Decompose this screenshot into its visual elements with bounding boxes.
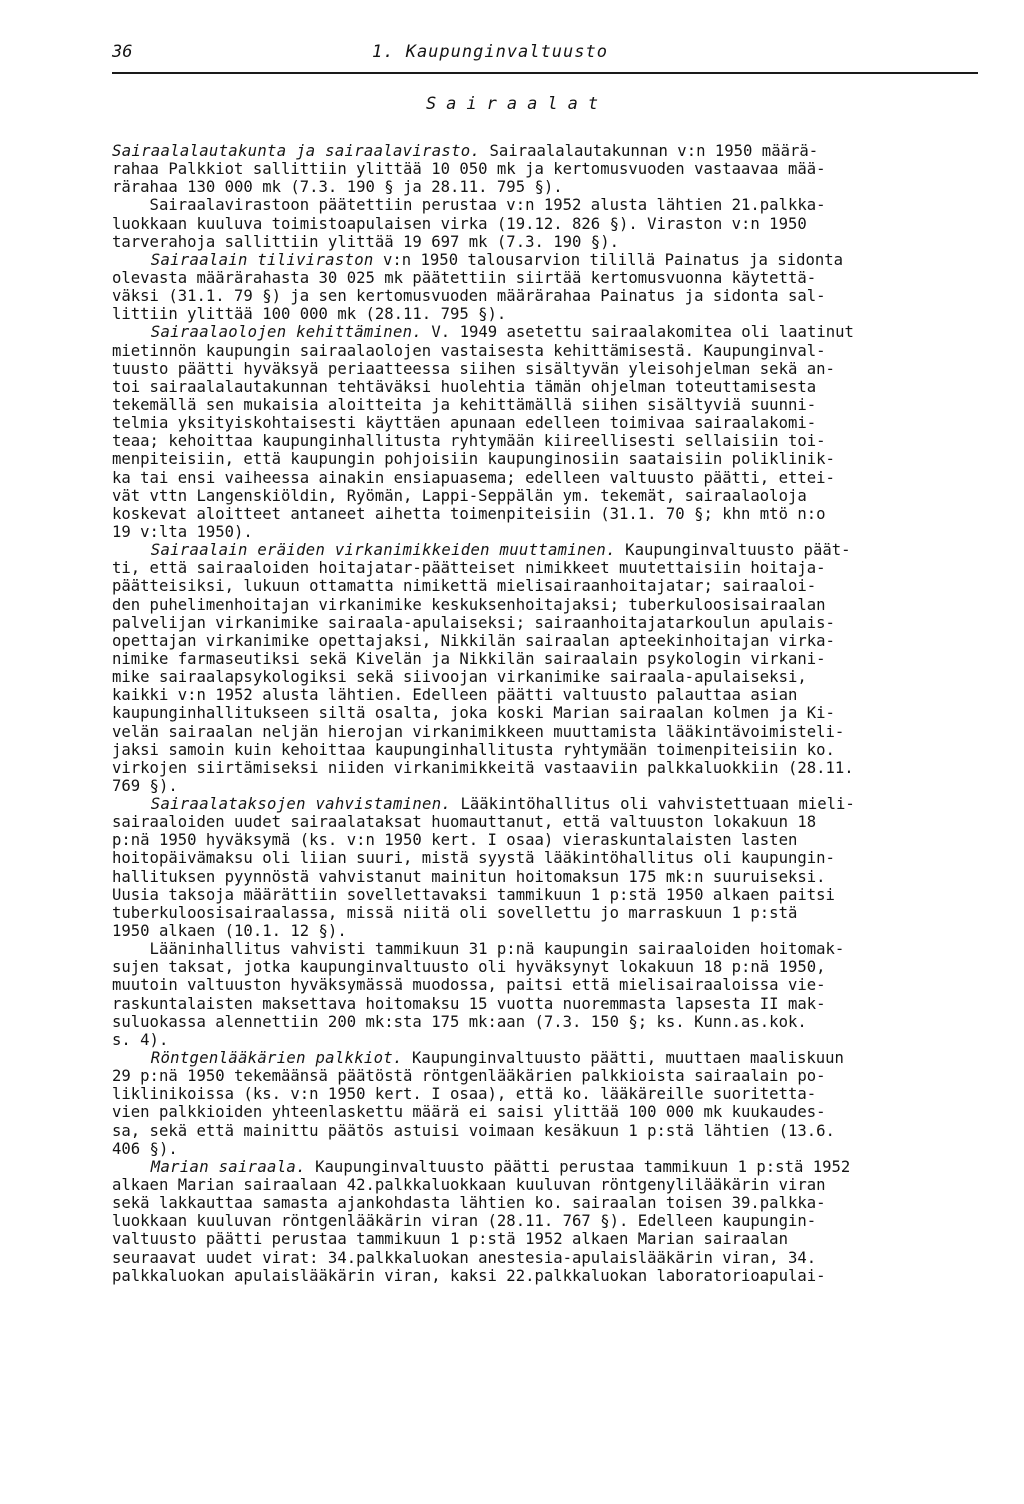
line-text: koskevat aloitteet antaneet aihetta toimenpiteisiin (31.1. 70 §; khn mtö n:o — [112, 504, 826, 523]
text-line — [112, 723, 982, 741]
text-line — [112, 432, 982, 450]
text-line — [112, 196, 982, 214]
text-line — [112, 1067, 982, 1085]
text-line — [112, 596, 982, 614]
line-text: 1950 alkaen (10.1. 12 §). — [112, 922, 347, 941]
line-text: sujen taksat, jotka kaupunginvaltuusto oli hyväksynyt lokakuun 18 p:nä 1950, — [112, 958, 826, 977]
text-line — [112, 178, 982, 196]
text-line — [112, 1085, 982, 1103]
text-line — [112, 469, 982, 487]
line-text: velän sairaalan neljän hierojan virkanimikkeen muuttamista lääkintävoimisteli- — [112, 722, 845, 741]
line-text: 19 v:lta 1950). — [112, 522, 253, 541]
text-line — [112, 541, 982, 559]
text-line — [112, 1194, 982, 1212]
text-line — [112, 1049, 982, 1067]
line-text: v:n 1950 talousarvion tilillä Painatus ja sidonta — [373, 250, 844, 269]
line-text: virkojen siirtämiseksi niiden virkanimikkeitä vastaaviin palkkaluokkiin (28.11. — [112, 758, 854, 777]
paragraph-heading: Marian sairaala. — [112, 1157, 306, 1176]
line-text: 769 §). — [112, 776, 178, 795]
text-line — [112, 323, 982, 341]
line-text: s. 4). — [112, 1030, 169, 1049]
text-line — [112, 160, 982, 178]
text-line — [112, 487, 982, 505]
line-text: Kaupunginvaltuusto päätti, muuttaen maaliskuun — [402, 1049, 844, 1068]
paragraph-heading: Sairaalain eräiden virkanimikkeiden muuttaminen. — [112, 541, 616, 560]
text-line — [112, 831, 982, 849]
text-line — [112, 868, 982, 886]
line-text: jaksi samoin kuin kehoittaa kaupunginhallitusta ryhtymään toimenpiteisiin ko. — [112, 740, 835, 759]
text-line — [112, 287, 982, 305]
text-line — [112, 1249, 982, 1267]
text-line — [112, 1122, 982, 1140]
line-text: kaikki v:n 1952 alusta lähtien. Edelleen päätti valtuusto palauttaa asian — [112, 686, 798, 705]
line-text: sairaaloiden uudet sairaalataksat huomauttanut, että valtuuston lokakuun 18 — [112, 813, 817, 832]
line-text: liklinikoissa (ks. v:n 1950 kert. I osaa), että ko. lääkäreille suoritetta- — [112, 1085, 817, 1104]
line-text: olevasta määrärahasta 30 025 mk päätettiin siirtää kertomusvuonna käytettä- — [112, 268, 817, 287]
text-line — [112, 269, 982, 287]
line-text: palkkaluokan apulaislääkärin viran, kaksi 22.palkkaluokan laboratorioapulai- — [112, 1266, 826, 1285]
text-line — [112, 1140, 982, 1158]
line-text: Uusia taksoja määrättiin sovellettavaksi tammikuun 1 p:stä 1950 alkaen paitsi — [112, 885, 835, 904]
line-text: nimike farmaseutiksi sekä Kivelän ja Nikkilän sairaalain psykologin virkani- — [112, 649, 826, 668]
text-line — [112, 378, 982, 396]
line-text: palvelijan virkanimike sairaala-apulaiseksi; sairaanhoitajatarkoulun apulais- — [112, 613, 835, 632]
text-line — [112, 559, 982, 577]
line-text: tarverahoja sallittiin ylittää 19 697 mk (7.3. 190 §). — [112, 232, 619, 251]
text-line — [112, 777, 982, 795]
text-line — [112, 1267, 982, 1285]
page-header — [112, 42, 978, 74]
line-text: littiin ylittää 100 000 mk (28.11. 795 §). — [112, 305, 507, 324]
text-line — [112, 632, 982, 650]
text-line — [112, 668, 982, 686]
text-line — [112, 1158, 982, 1176]
line-text: vien palkkioiden yhteenlaskettu määrä ei saisi ylittää 100 000 mk kuukaudes- — [112, 1103, 826, 1122]
text-line — [112, 686, 982, 704]
line-text: raskuntalaisten maksettava hoitomaksu 15 vuotta nuoremmasta lapsesta II mak- — [112, 994, 826, 1013]
line-text: V. 1949 asetettu sairaalakomitea oli laatinut — [422, 323, 854, 342]
text-line — [112, 650, 982, 668]
text-line — [112, 414, 982, 432]
text-line — [112, 360, 982, 378]
line-text: luokkaan kuuluva toimistoapulaisen virka (19.12. 826 §). Viraston v:n 1950 — [112, 214, 807, 233]
line-text: luokkaan kuuluvan röntgenlääkärin viran (28.11. 767 §). Edelleen kaupungin- — [112, 1212, 817, 1231]
paragraph-heading: Sairaalaolojen kehittäminen. — [112, 323, 423, 342]
text-line — [112, 523, 982, 541]
line-text: seuraavat uudet virat: 34.palkkaluokan anestesia-apulaislääkärin viran, 34. — [112, 1248, 817, 1267]
line-text: päätteisiksi, lukuun ottamatta nimikettä mielisairaanhoitajatar; sairaaloi- — [112, 577, 817, 596]
text-line — [112, 704, 982, 722]
line-text: 406 §). — [112, 1139, 178, 1158]
text-line — [112, 305, 982, 323]
text-line — [112, 886, 982, 904]
running-title: 1. Kaupunginvaltuusto — [372, 42, 608, 62]
line-text: Kaupunginvaltuusto päätti perustaa tammikuun 1 p:stä 1952 — [305, 1157, 851, 1176]
text-line — [112, 1031, 982, 1049]
text-line — [112, 396, 982, 414]
text-line — [112, 233, 982, 251]
line-text: sa, sekä että mainittu päätös astuisi voimaan kesäkuun 1 p:stä lähtien (13.6. — [112, 1121, 835, 1140]
line-text: ti, että sairaaloiden hoitajatar-päätteiset nimikkeet muutettaisiin hoitaja- — [112, 559, 826, 578]
line-text: vät vttn Langenskiöldin, Ryömän, Lappi-Seppälän ym. tekemät, sairaalaoloja — [112, 486, 807, 505]
line-text: telmia yksityiskohtaisesti käyttäen apunaan edelleen toimivaa sairaalakomi- — [112, 414, 817, 433]
paragraph-heading: Röntgenlääkärien palkkiot. — [112, 1049, 403, 1068]
line-text: den puhelimenhoitajan virkanimike keskuksenhoitajaksi; tuberkuloosisairaalan — [112, 595, 826, 614]
text-line — [112, 251, 982, 269]
paragraph-heading: Sairaalain tiliviraston — [112, 250, 374, 269]
text-line — [112, 215, 982, 233]
line-text: tekemällä sen mukaisia aloitteita ja kehittämällä siihen sisältyviä suunni- — [112, 395, 817, 414]
text-line — [112, 1212, 982, 1230]
text-line — [112, 142, 982, 160]
text-line — [112, 614, 982, 632]
text-line — [112, 1176, 982, 1194]
page-number: 36 — [112, 42, 133, 62]
line-text: valtuusto päätti perustaa tammikuun 1 p:stä 1952 alkaen Marian sairaalan — [112, 1230, 788, 1249]
text-line — [112, 922, 982, 940]
section-title: Sairaalat — [425, 94, 609, 114]
text-line — [112, 505, 982, 523]
line-text: ka tai ensi vaiheessa ainakin ensiapuasema; edelleen valtuusto päätti, ettei- — [112, 468, 835, 487]
text-line — [112, 940, 982, 958]
paragraph-heading: Sairaalalautakunta ja sairaalavirasto. — [112, 142, 481, 160]
text-line — [112, 1230, 982, 1248]
line-text: väksi (31.1. 79 §) ja sen kertomusvuoden määrärahaa Painatus ja sidonta sal- — [112, 287, 826, 306]
line-text: rärahaa 130 000 mk (7.3. 190 § ja 28.11. 795 §). — [112, 178, 563, 197]
line-text: rahaa Palkkiot sallittiin ylittää 10 050 mk ja kertomusvuoden vastaavaa mää- — [112, 160, 826, 179]
line-text: sekä lakkauttaa samasta ajankohdasta lähtien ko. sairaalan toisen 39.palkka- — [112, 1194, 826, 1213]
line-text: suluokassa alennettiin 200 mk:sta 175 mk:aan (7.3. 150 §; ks. Kunn.as.kok. — [112, 1012, 807, 1031]
line-text: tuberkuloosisairaalassa, missä niitä oli sovellettu jo marraskuun 1 p:stä — [112, 903, 798, 922]
line-text: Lääninhallitus vahvisti tammikuun 31 p:nä kaupungin sairaaloiden hoitomak- — [112, 940, 845, 959]
paragraph-heading: Sairaalataksojen vahvistaminen. — [112, 795, 452, 814]
text-line — [112, 976, 982, 994]
line-text: p:nä 1950 hyväksymä (ks. v:n 1950 kert. I osaa) vieraskuntalaisten lasten — [112, 831, 798, 850]
line-text: Lääkintöhallitus oli vahvistettuaan mieli- — [451, 795, 855, 814]
line-text: opettajan virkanimike opettajaksi, Nikkilän sairaalan apteekinhoitajan virka- — [112, 631, 835, 650]
text-line — [112, 995, 982, 1013]
text-line — [112, 795, 982, 813]
line-text: mike sairaalapsykologiksi sekä siivoojan virkanimike sairaala-apulaiseksi, — [112, 668, 807, 687]
text-line — [112, 958, 982, 976]
body-text — [112, 142, 982, 1285]
line-text: hallituksen pyynnöstä vahvistanut mainitun hoitomaksun 175 mk:n suuruiseksi. — [112, 867, 826, 886]
line-text: 29 p:nä 1950 tekemäänsä päätöstä röntgenlääkärien palkkioista sairaalain po- — [112, 1067, 826, 1086]
line-text: menpiteisiin, että kaupungin pohjoisiin kaupunginosiin saataisiin poliklinik- — [112, 450, 835, 469]
line-text: toi sairaalalautakunnan tehtäväksi huolehtia tämän ohjelman toteuttamisesta — [112, 377, 817, 396]
line-text: hoitopäivämaksu oli liian suuri, mistä syystä lääkintöhallitus oli kaupungin- — [112, 849, 835, 868]
line-text: Sairaalavirastoon päätettiin perustaa v:n 1952 alusta lähtien 21.palkka- — [112, 196, 826, 215]
text-line — [112, 741, 982, 759]
text-line — [112, 1103, 982, 1121]
line-text: tuusto päätti hyväksyä periaatteessa siihen sisältyvän yleisohjelman sekä an- — [112, 359, 835, 378]
line-text: Sairaalalautakunnan v:n 1950 määrä- — [480, 142, 819, 160]
text-line — [112, 1013, 982, 1031]
line-text: muutoin valtuuston hyväksymässä muodossa, paitsi että mielisairaaloissa vie- — [112, 976, 826, 995]
text-line — [112, 450, 982, 468]
text-line — [112, 759, 982, 777]
line-text: teaa; kehoittaa kaupunginhallitusta ryhtymään kiireellisesti sellaisiin toi- — [112, 432, 826, 451]
text-line — [112, 813, 982, 831]
line-text: Kaupunginvaltuusto päät- — [615, 541, 851, 560]
line-text: mietinnön kaupungin sairaalaolojen vastaisesta kehittämisestä. Kaupunginval- — [112, 341, 826, 360]
text-line — [112, 904, 982, 922]
line-text: kaupunginhallitukseen siltä osalta, joka koski Marian sairaalan kolmen ja Ki- — [112, 704, 835, 723]
text-line — [112, 342, 982, 360]
line-text: alkaen Marian sairaalaan 42.palkkaluokkaan kuuluvan röntgenylilääkärin viran — [112, 1176, 826, 1195]
text-line — [112, 577, 982, 595]
text-line — [112, 849, 982, 867]
